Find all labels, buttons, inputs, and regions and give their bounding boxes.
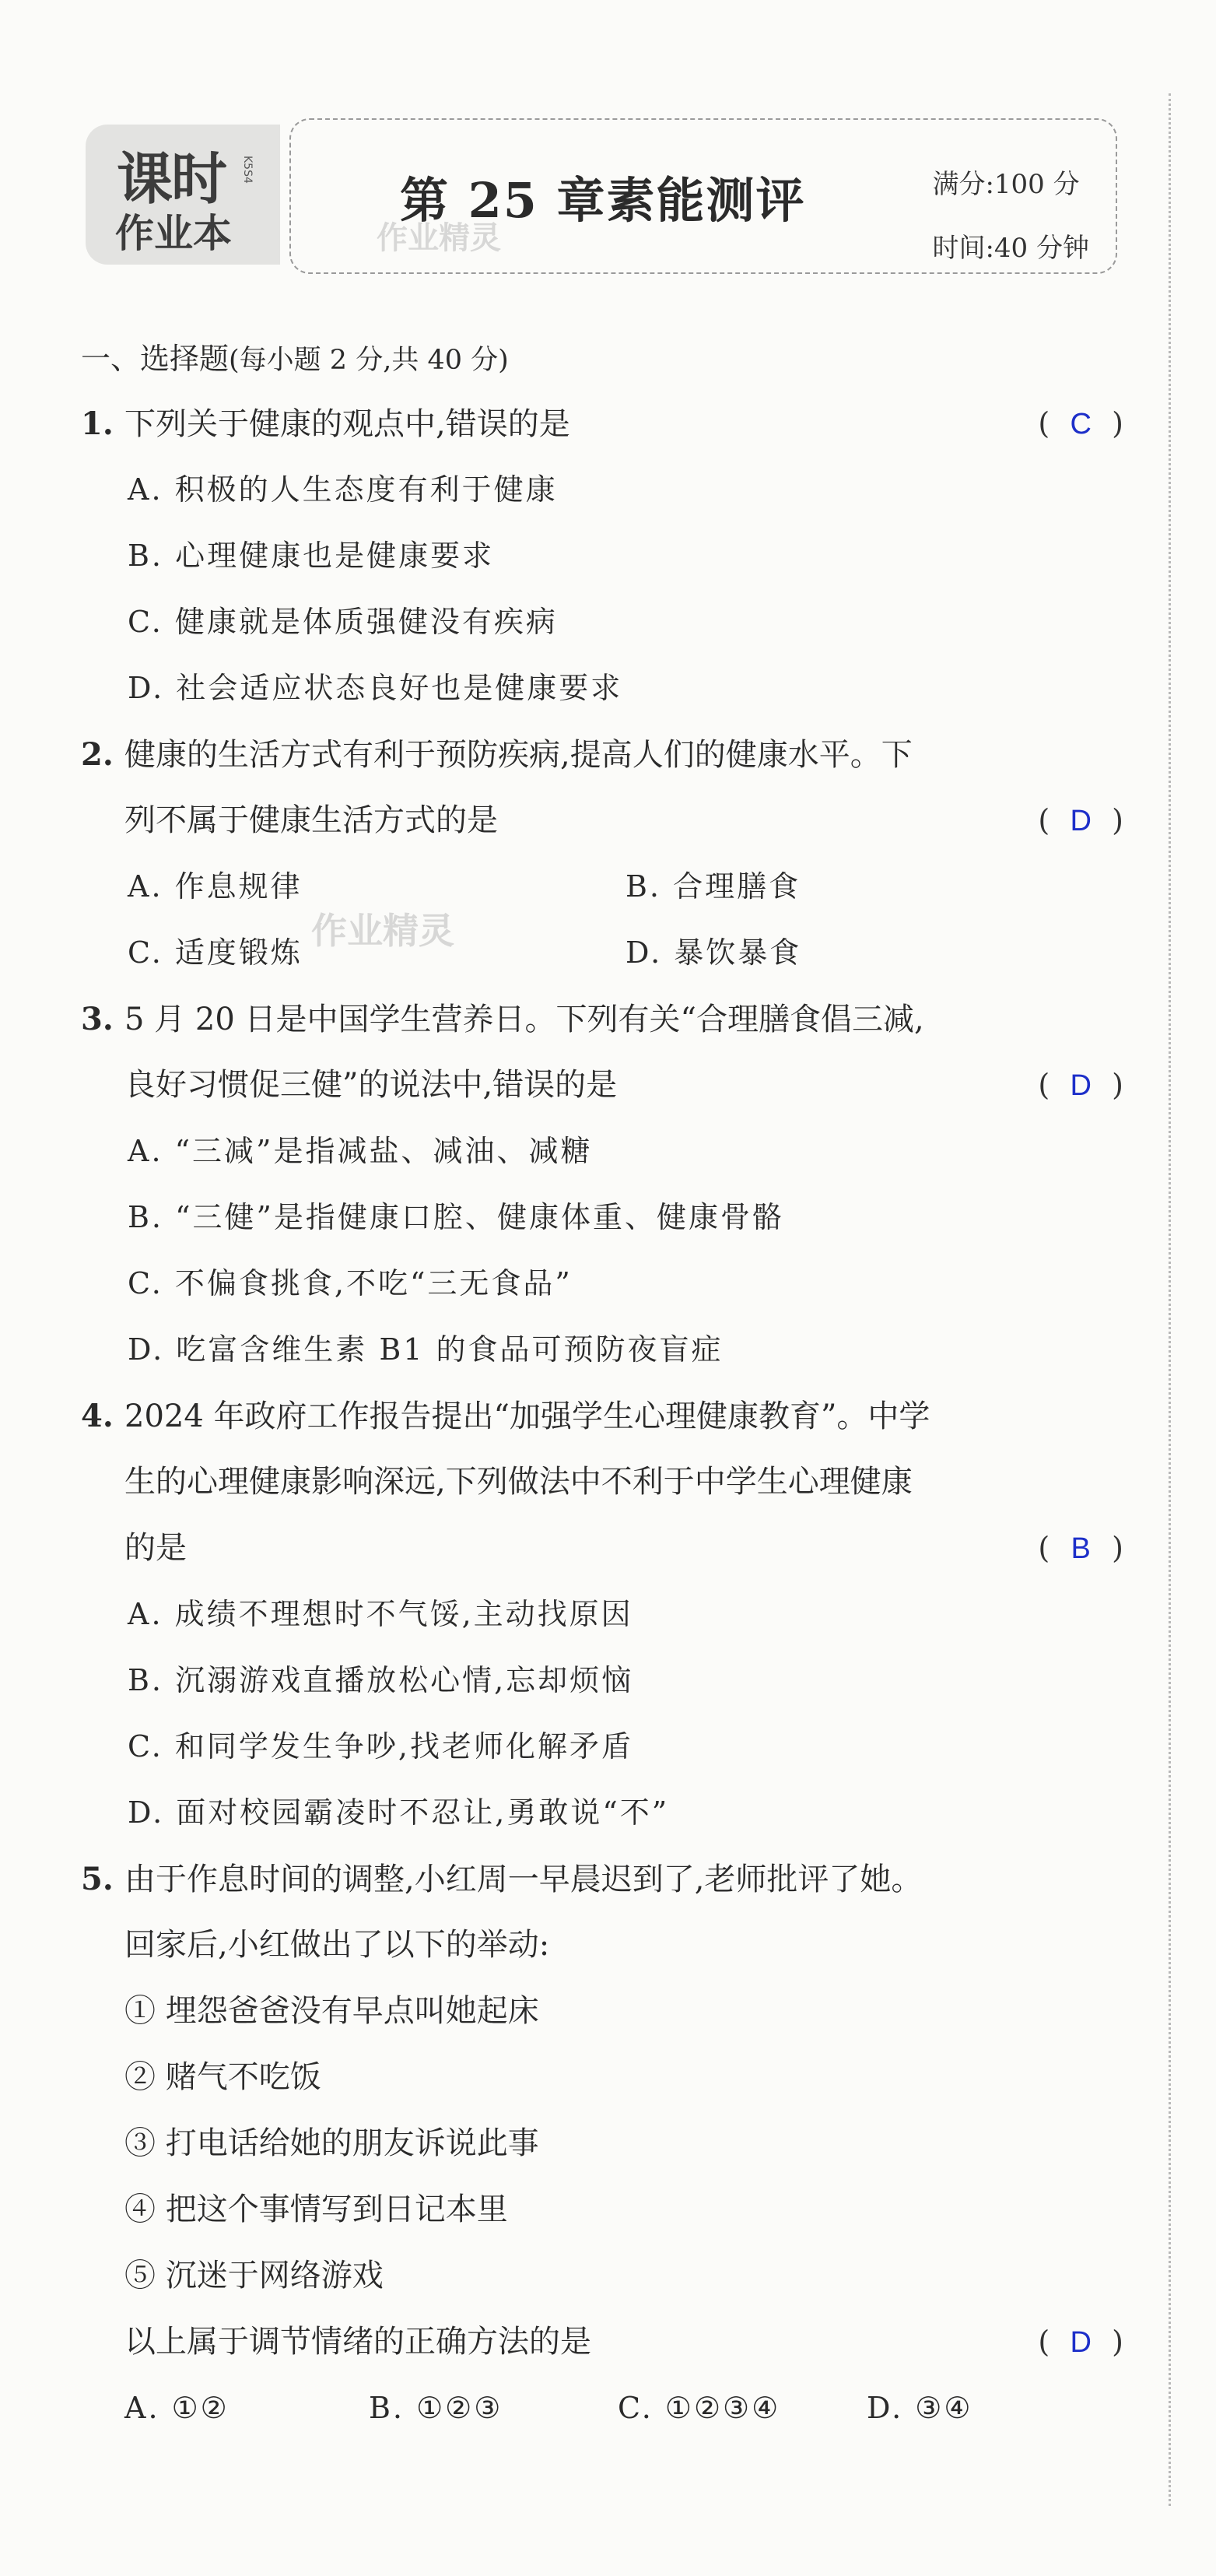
exam-meta (932, 153, 1089, 280)
question-5 (81, 1846, 1123, 2441)
answer-slot: ( B ) (1038, 1515, 1123, 1582)
list-item: ③ 打电话给她的朋友诉说此事 (124, 2125, 539, 2161)
section-title: 一、选择题 (81, 342, 230, 376)
question-1 (81, 391, 1123, 721)
answer-letter: D (1070, 805, 1092, 837)
question-stem-end (81, 2309, 1123, 2375)
option: D. 社会适应状态良好也是健康要求 (128, 671, 623, 705)
answer-slot: ( D ) (1038, 1052, 1123, 1119)
question-3 (81, 986, 1123, 1383)
question-text: 下列关于健康的观点中,错误的是 (124, 406, 570, 442)
logo-line2: 作业本 (115, 211, 232, 256)
answer-letter: C (1070, 408, 1092, 440)
option-row (81, 920, 1123, 986)
option: D. 吃富含维生素 B1 的食品可预防夜盲症 (128, 1332, 724, 1367)
question-stem-cont (81, 788, 1123, 854)
option: D. 暴饮暴食 (626, 935, 802, 970)
option-row (81, 2375, 1123, 2441)
question-list (81, 327, 1123, 2441)
list-item: ① 埋怨爸爸没有早点叫她起床 (124, 1993, 539, 2029)
question-text: 良好习惯促三健”的说法中,错误的是 (124, 1067, 618, 1103)
time-limit: 时间:40 分钟 (932, 233, 1089, 264)
list-item: ④ 把这个事情写到日记本里 (124, 2192, 508, 2227)
question-number: 4. (81, 1398, 114, 1434)
option: C. ①②③④ (618, 2391, 781, 2425)
question-stem (81, 986, 1123, 1052)
question-text: 健康的生活方式有利于预防疾病,提高人们的健康水平。下 (124, 737, 913, 773)
question-text: 由于作息时间的调整,小红周一早晨迟到了,老师批评了她。 (124, 1862, 923, 1897)
question-stem (81, 1383, 1123, 1449)
logo-line1: 课时 (117, 146, 226, 212)
option: B. ①②③ (369, 2391, 503, 2425)
option: B. 合理膳食 (626, 869, 801, 904)
answer-letter: D (1070, 2326, 1092, 2359)
option: D. 面对校园霸凌时不忍让,勇敢说“不” (128, 1795, 670, 1830)
option: A. 成绩不理想时不气馁,主动找原因 (128, 1597, 633, 1631)
question-number: 2. (81, 736, 114, 773)
option: C. 健康就是体质强健没有疾病 (128, 605, 558, 639)
watermark: 作业精灵 (377, 220, 501, 256)
list-item: ② 赌气不吃饭 (124, 2059, 321, 2095)
question-stem (81, 721, 1123, 788)
option: B. 心理健康也是健康要求 (128, 539, 495, 573)
question-text: 列不属于健康生活方式的是 (124, 802, 498, 838)
question-stem (81, 391, 1123, 457)
question-stem-cont: 生的心理健康影响深远,下列做法中不利于中学生心理健康 (124, 1464, 913, 1500)
answer-slot: ( D ) (1038, 788, 1123, 855)
question-stem (81, 1846, 1123, 1912)
answer-letter: D (1070, 1069, 1092, 1102)
question-4 (81, 1383, 1123, 1846)
binding-dotted-line (1169, 93, 1171, 2506)
question-stem-cont (81, 1515, 1123, 1581)
question-stem-cont (81, 1052, 1123, 1118)
course-logo (86, 125, 280, 265)
question-stem-cont: 回家后,小红做出了以下的举动: (124, 1927, 550, 1963)
answer-slot: ( C ) (1038, 391, 1123, 458)
chapter-header (289, 118, 1117, 274)
option: A. 作息规律 (128, 869, 303, 904)
list-item: ⑤ 沉迷于网络游戏 (124, 2258, 384, 2293)
option: B. “三健”是指健康口腔、健康体重、健康骨骼 (128, 1200, 784, 1234)
option: D. ③④ (867, 2391, 973, 2425)
question-text: 5 月 20 日是中国学生营养日。下列有关“合理膳食倡三减, (124, 1002, 924, 1037)
option: A. 积极的人生态度有利于健康 (128, 472, 558, 507)
question-text: 以上属于调节情绪的正确方法的是 (124, 2324, 591, 2360)
question-text: 2024 年政府工作报告提出“加强学生心理健康教育”。中学 (124, 1399, 930, 1434)
option: C. 适度锻炼 (128, 935, 303, 970)
option: C. 和同学发生争吵,找老师化解矛盾 (128, 1729, 633, 1764)
option-row (81, 854, 1123, 920)
chapter-title: 第 25 章素能测评 (400, 172, 806, 229)
full-score: 满分:100 分 (932, 169, 1080, 200)
question-text: 的是 (124, 1530, 187, 1566)
question-number: 5. (81, 1861, 114, 1897)
answer-slot: ( D ) (1038, 2309, 1123, 2376)
question-2 (81, 721, 1123, 986)
question-number: 3. (81, 1001, 114, 1037)
option: A. ①② (124, 2391, 230, 2425)
option: B. 沉溺游戏直播放松心情,忘却烦恼 (128, 1663, 634, 1697)
answer-letter: B (1071, 1532, 1091, 1565)
option: A. “三减”是指减盐、减油、减糖 (128, 1134, 593, 1168)
section-note: (每小题 2 分,共 40 分) (229, 345, 509, 376)
logo-tag: K5S4 (241, 156, 254, 184)
watermark-mid: 作业精灵 (311, 910, 454, 952)
section-heading (81, 327, 1123, 391)
option: C. 不偏食挑食,不吃“三无食品” (128, 1266, 573, 1300)
question-number: 1. (81, 405, 114, 442)
